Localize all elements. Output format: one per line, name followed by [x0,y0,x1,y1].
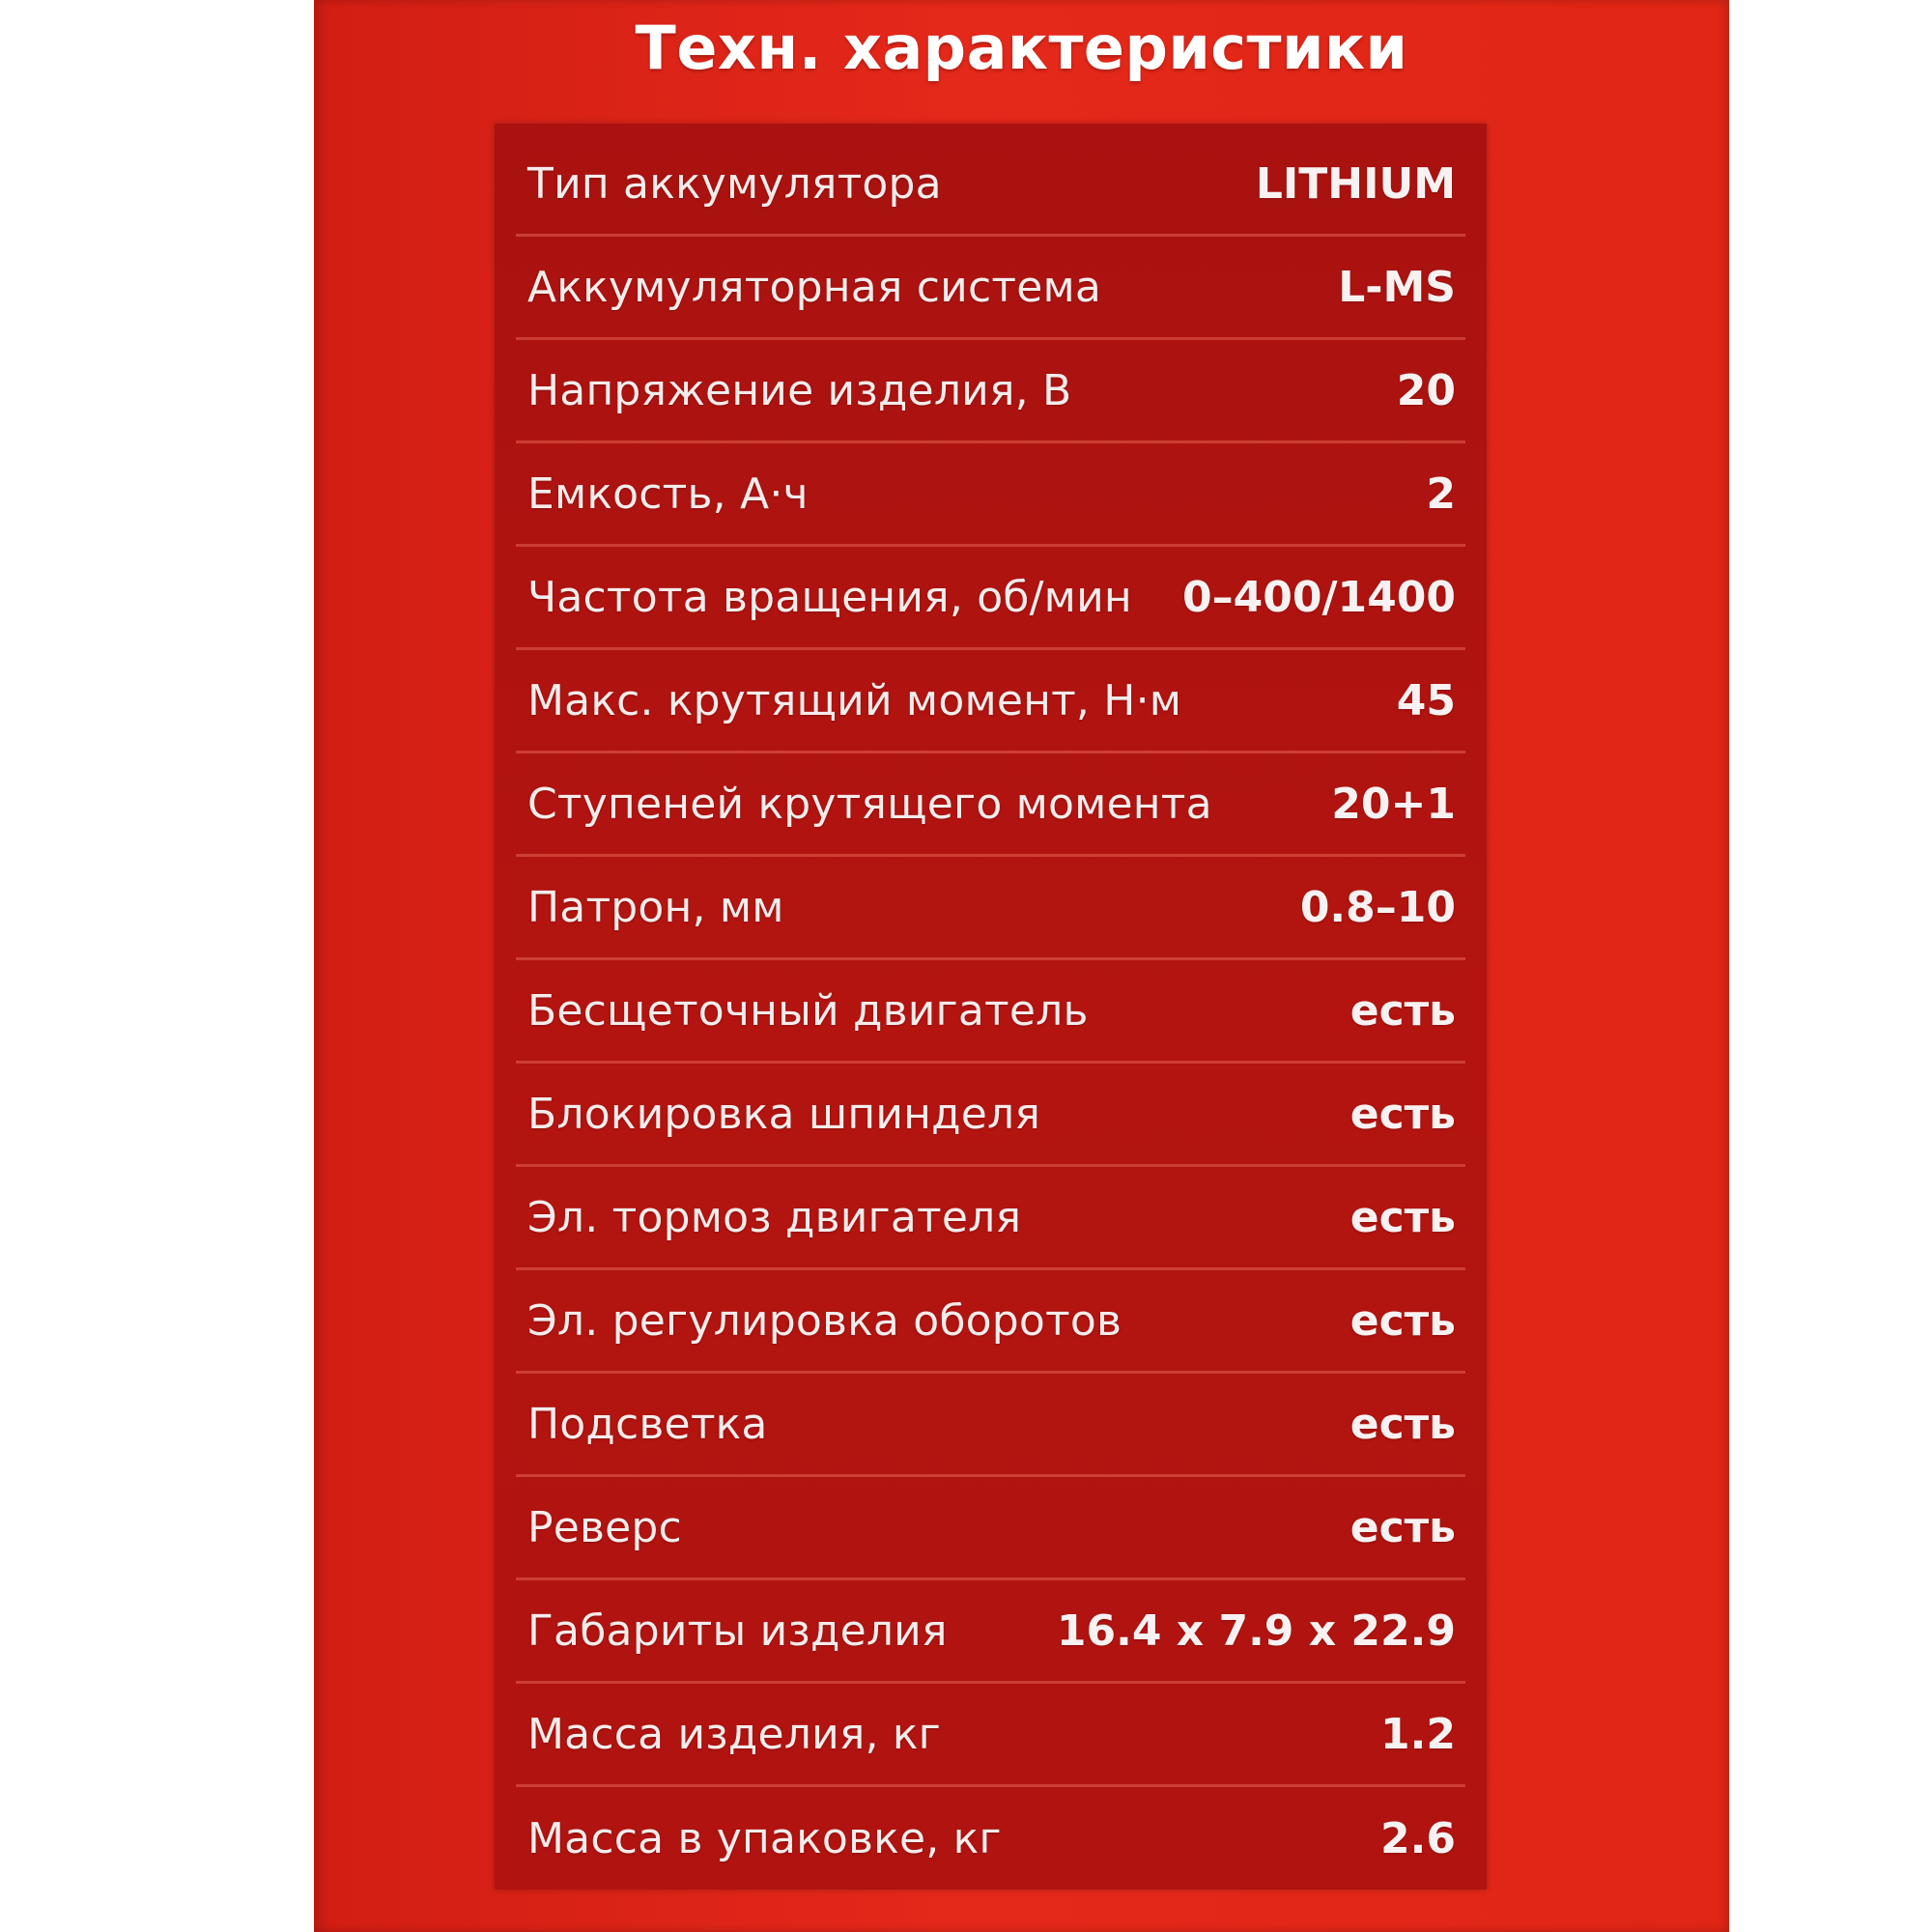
spec-value: есть [1350,1295,1456,1346]
spec-row-weight [516,1684,1465,1787]
spec-value: есть [1350,1502,1456,1552]
spec-value: 20+1 [1331,779,1456,829]
spec-row-dimensions [516,1580,1465,1684]
spec-label: Бесщеточный двигатель [527,985,1089,1036]
spec-value: 0–400/1400 [1182,572,1456,622]
spec-value: есть [1350,1089,1456,1139]
spec-label: Масса в упаковке, кг [527,1814,1002,1863]
spec-label: Эл. тормоз двигателя [527,1192,1022,1242]
spec-value: есть [1350,1399,1456,1449]
spec-label: Эл. регулировка оборотов [527,1295,1122,1346]
page-title: Техн. характеристики [635,13,1408,83]
spec-row-voltage [516,340,1465,443]
spec-value: 45 [1396,675,1456,725]
spec-value: 0.8–10 [1299,882,1456,932]
spec-label: Масса изделия, кг [527,1709,941,1759]
spec-row-speed-control [516,1270,1465,1374]
spec-label: Габариты изделия [527,1605,948,1656]
spec-label: Патрон, мм [527,882,784,932]
spec-value: 2 [1426,469,1456,519]
spec-row-chuck [516,857,1465,960]
spec-row-torque-steps [516,753,1465,857]
spec-row-spindle-lock [516,1064,1465,1167]
spec-row-package-weight [516,1787,1465,1890]
spec-value: есть [1350,1192,1456,1242]
spec-label: Реверс [527,1502,682,1552]
spec-label: Макс. крутящий момент, Н·м [527,675,1182,725]
spec-label: Аккумуляторная система [527,262,1102,312]
spec-row-light [516,1374,1465,1477]
spec-value: есть [1350,985,1456,1036]
spec-row-rotation-speed [516,547,1465,650]
spec-row-brushless-motor [516,960,1465,1064]
spec-label: Частота вращения, об/мин [527,572,1132,622]
spec-value: 2.6 [1380,1814,1456,1863]
spec-value: LITHIUM [1255,158,1456,209]
spec-label: Емкость, А·ч [527,469,809,519]
spec-value: 1.2 [1380,1709,1456,1759]
spec-value: 20 [1396,365,1456,415]
spec-label: Напряжение изделия, В [527,365,1072,415]
spec-label: Подсветка [527,1399,768,1449]
spec-value: L-MS [1338,262,1456,312]
spec-row-reverse [516,1477,1465,1580]
spec-label: Блокировка шпинделя [527,1089,1040,1139]
spec-row-capacity [516,443,1465,547]
spec-row-max-torque [516,650,1465,753]
spec-label: Тип аккумулятора [527,158,942,209]
spec-value: 16.4 x 7.9 x 22.9 [1056,1605,1456,1656]
spec-label: Ступеней крутящего момента [527,779,1212,829]
specs-table [495,124,1487,1889]
spec-row-motor-brake [516,1167,1465,1270]
spec-row-battery-system [516,237,1465,340]
spec-row-battery-type [516,133,1465,237]
